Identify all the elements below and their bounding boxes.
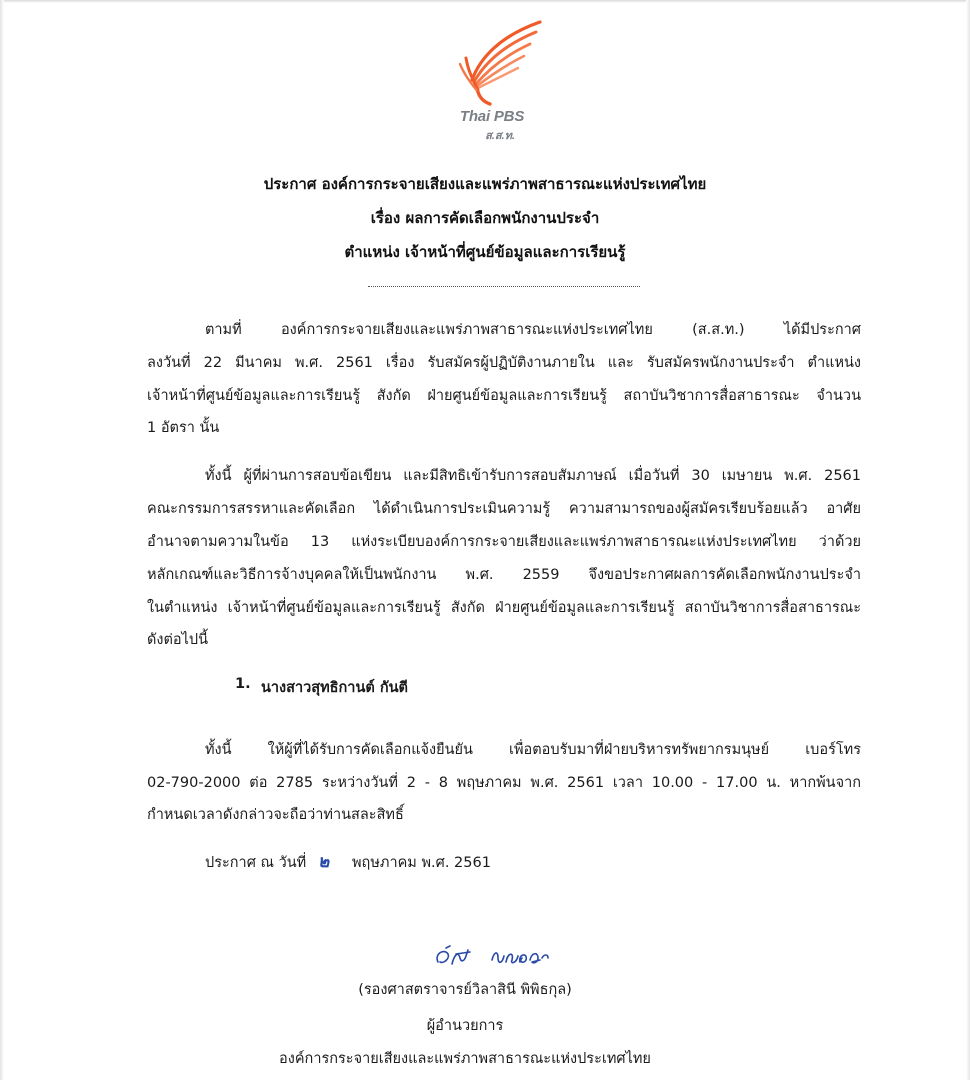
announcement-title: ประกาศ องค์การกระจายเสียงและแพร่ภาพสาธารณะแห่งประเทศไทย [263, 175, 707, 193]
signatory-organization: องค์การกระจายเสียงและแพร่ภาพสาธารณะแห่งประเทศไทย [279, 1051, 651, 1067]
paragraph-1-line-4: 1 อัตรา นั้น [147, 420, 220, 436]
logo-name: Thai PBS [459, 108, 525, 125]
scan-edge [0, 0, 970, 3]
handwritten-day: ๒ [318, 852, 330, 872]
paragraph-1-line-1: ตามที่ องค์การกระจายเสียงและแพร่ภาพสาธารณะแห่งประเทศไทย (ส.ส.ท.) ได้มีประกาศ [205, 322, 861, 338]
paragraph-2-line-1: ทั้งนี้ ผู้ที่ผ่านการสอบข้อเขียน และมีสิทธิเข้ารับการสอบสัมภาษณ์ เมื่อวันที่ 30 เมษายน พ.ศ. 2561 [205, 468, 861, 484]
paragraph-2-line-2: คณะกรรมการสรรหาและคัดเลือก ได้ดำเนินการประเมินความรู้ ความสามารถของผู้สมัครเรียบร้อยแล้ว อาศัย [147, 501, 861, 517]
announcement-subject: เรื่อง ผลการคัดเลือกพนักงานประจำ [370, 209, 600, 227]
paragraph-2-line-6: ดังต่อไปนี้ [147, 632, 209, 648]
signature-image [430, 940, 580, 974]
paragraph-2-line-3: อำนาจตามความในข้อ 13 แห่งระเบียบองค์การกระจายเสียงและแพร่ภาพสาธารณะแห่งประเทศไทย ว่าด้วย [147, 534, 861, 550]
paragraph-2-line-5: ในตำแหน่ง เจ้าหน้าที่ศูนย์ข้อมูลและการเรียนรู้ สังกัด ฝ่ายศูนย์ข้อมูลและการเรียนรู้ สถาบันวิชาการสื่อสาธารณะ [147, 600, 861, 616]
signatory-name: (รองศาสตราจารย์วิลาสินี พิพิธกุล) [358, 982, 572, 998]
announce-date-prefix: ประกาศ ณ วันที่ [205, 855, 307, 871]
paragraph-1-line-3: เจ้าหน้าที่ศูนย์ข้อมูลและการเรียนรู้ สังกัด ฝ่ายศูนย์ข้อมูลและการเรียนรู้ สถาบันวิชาการสื่อสาธารณะ จำนวน [147, 388, 861, 404]
candidate-number: 1. [235, 676, 251, 692]
bird-wing-icon [444, 18, 544, 108]
scan-edge [0, 0, 4, 1080]
announce-date-suffix: พฤษภาคม พ.ศ. 2561 [352, 855, 491, 871]
paragraph-3-line-2: 02-790-2000 ต่อ 2785 ระหว่างวันที่ 2 - 8 พฤษภาคม พ.ศ. 2561 เวลา 10.00 - 17.00 น. หากพ้นจาก [147, 775, 861, 791]
paragraph-1-line-2: ลงวันที่ 22 มีนาคม พ.ศ. 2561 เรื่อง รับสมัครผู้ปฏิบัติงานภายใน และ รับสมัครพนักงานประจำ ตำแหน่ง [147, 355, 861, 371]
paragraph-3-line-3: กำหนดเวลาดังกล่าวจะถือว่าท่านสละสิทธิ์ [147, 807, 404, 823]
announcement-position: ตำแหน่ง เจ้าหน้าที่ศูนย์ข้อมูลและการเรียนรู้ [344, 243, 626, 261]
logo-subtitle: ส.ส.ท. [485, 130, 515, 142]
paragraph-3-line-1: ทั้งนี้ ให้ผู้ที่ได้รับการคัดเลือกแจ้งยืนยัน เพื่อตอบรับมาที่ฝ่ายบริหารทรัพยากรมนุษย์ เบอร์โทร [205, 742, 861, 758]
scan-edge [966, 0, 970, 1080]
candidate-name: นางสาวสุทธิกานต์ กันตี [261, 680, 408, 696]
thai-pbs-logo [444, 18, 554, 142]
signatory-title: ผู้อำนวยการ [426, 1018, 504, 1034]
paragraph-2-line-4: หลักเกณฑ์และวิธีการจ้างบุคคลให้เป็นพนักงาน พ.ศ. 2559 จึงขอประกาศผลการคัดเลือกพนักงานประจำ [147, 567, 861, 583]
dotted-divider [368, 286, 640, 287]
